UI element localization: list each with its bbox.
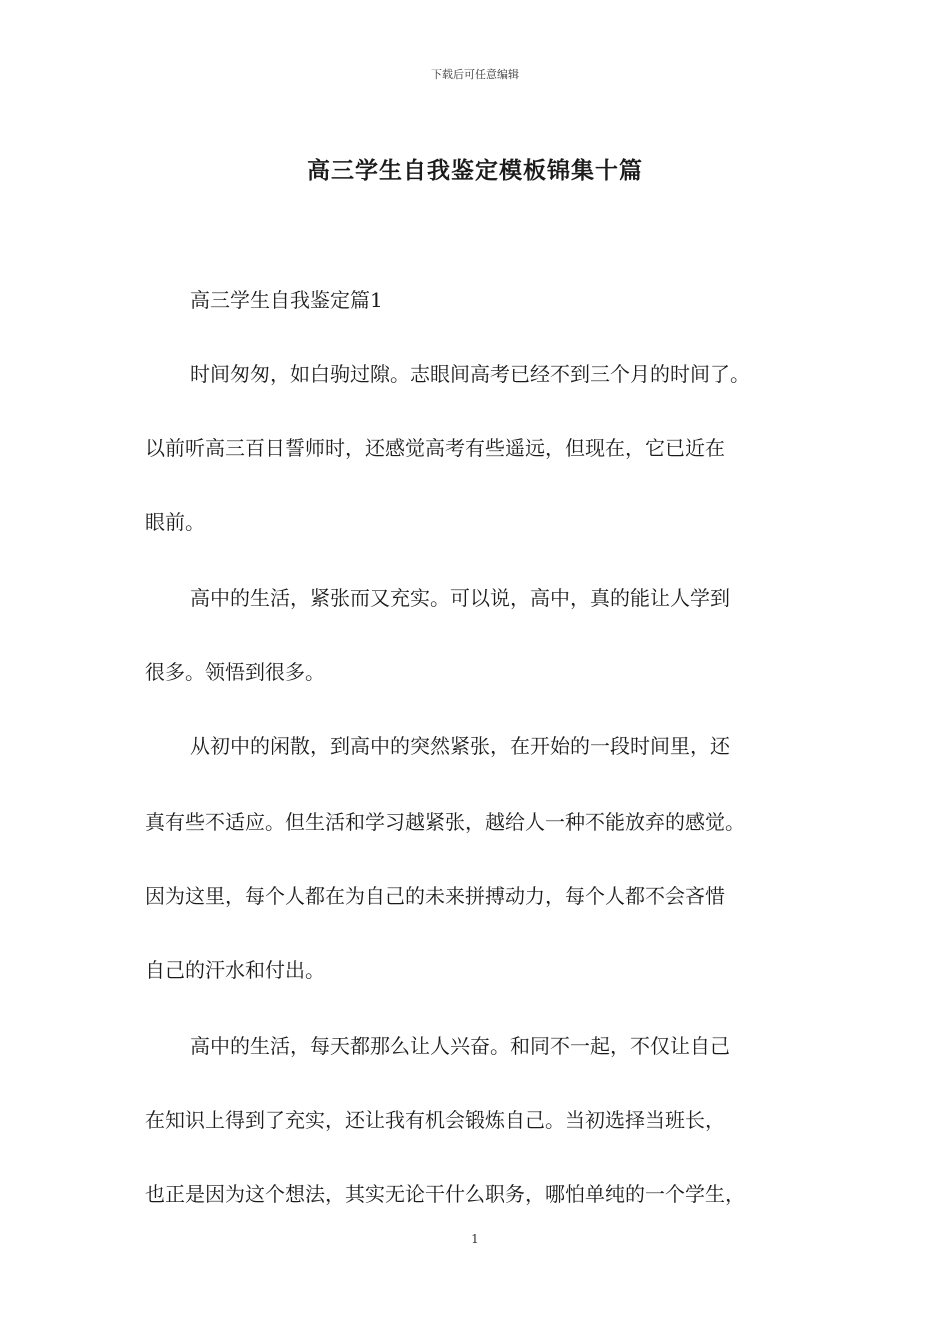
paragraph-line: 真有些不适应。但生活和学习越紧张，越给人一种不能放弃的感觉。 [145,810,745,834]
paragraph-line: 自己的汗水和付出。 [145,958,325,982]
paragraph-line: 眼前。 [145,510,205,534]
paragraph-line: 高中的生活，紧张而又充实。可以说，高中，真的能让人学到 [190,586,730,610]
paragraph-line: 在知识上得到了充实，还让我有机会锻炼自己。当初选择当班长， [145,1108,725,1132]
paragraph-line: 以前听高三百日誓师时，还感觉高考有些遥远，但现在，它已近在 [145,436,725,460]
header-note: 下载后可任意编辑 [431,68,519,81]
paragraph-line: 高中的生活，每天都那么让人兴奋。和同不一起，不仅让自己 [190,1034,730,1058]
page-number: 1 [471,1232,479,1246]
section-heading: 高三学生自我鉴定篇1 [190,288,383,312]
document-title: 高三学生自我鉴定模板锦集十篇 [307,157,643,184]
paragraph-line: 因为这里，每个人都在为自己的未来拼搏动力，每个人都不会吝惜 [145,884,725,908]
paragraph-line: 时间匆匆，如白驹过隙。志眼间高考已经不到三个月的时间了。 [190,362,750,386]
paragraph-line: 也正是因为这个想法，其实无论干什么职务，哪怕单纯的一个学生， [145,1182,745,1206]
paragraph-line: 从初中的闲散，到高中的突然紧张，在开始的一段时间里，还 [190,734,730,758]
paragraph-line: 很多。领悟到很多。 [145,660,325,684]
